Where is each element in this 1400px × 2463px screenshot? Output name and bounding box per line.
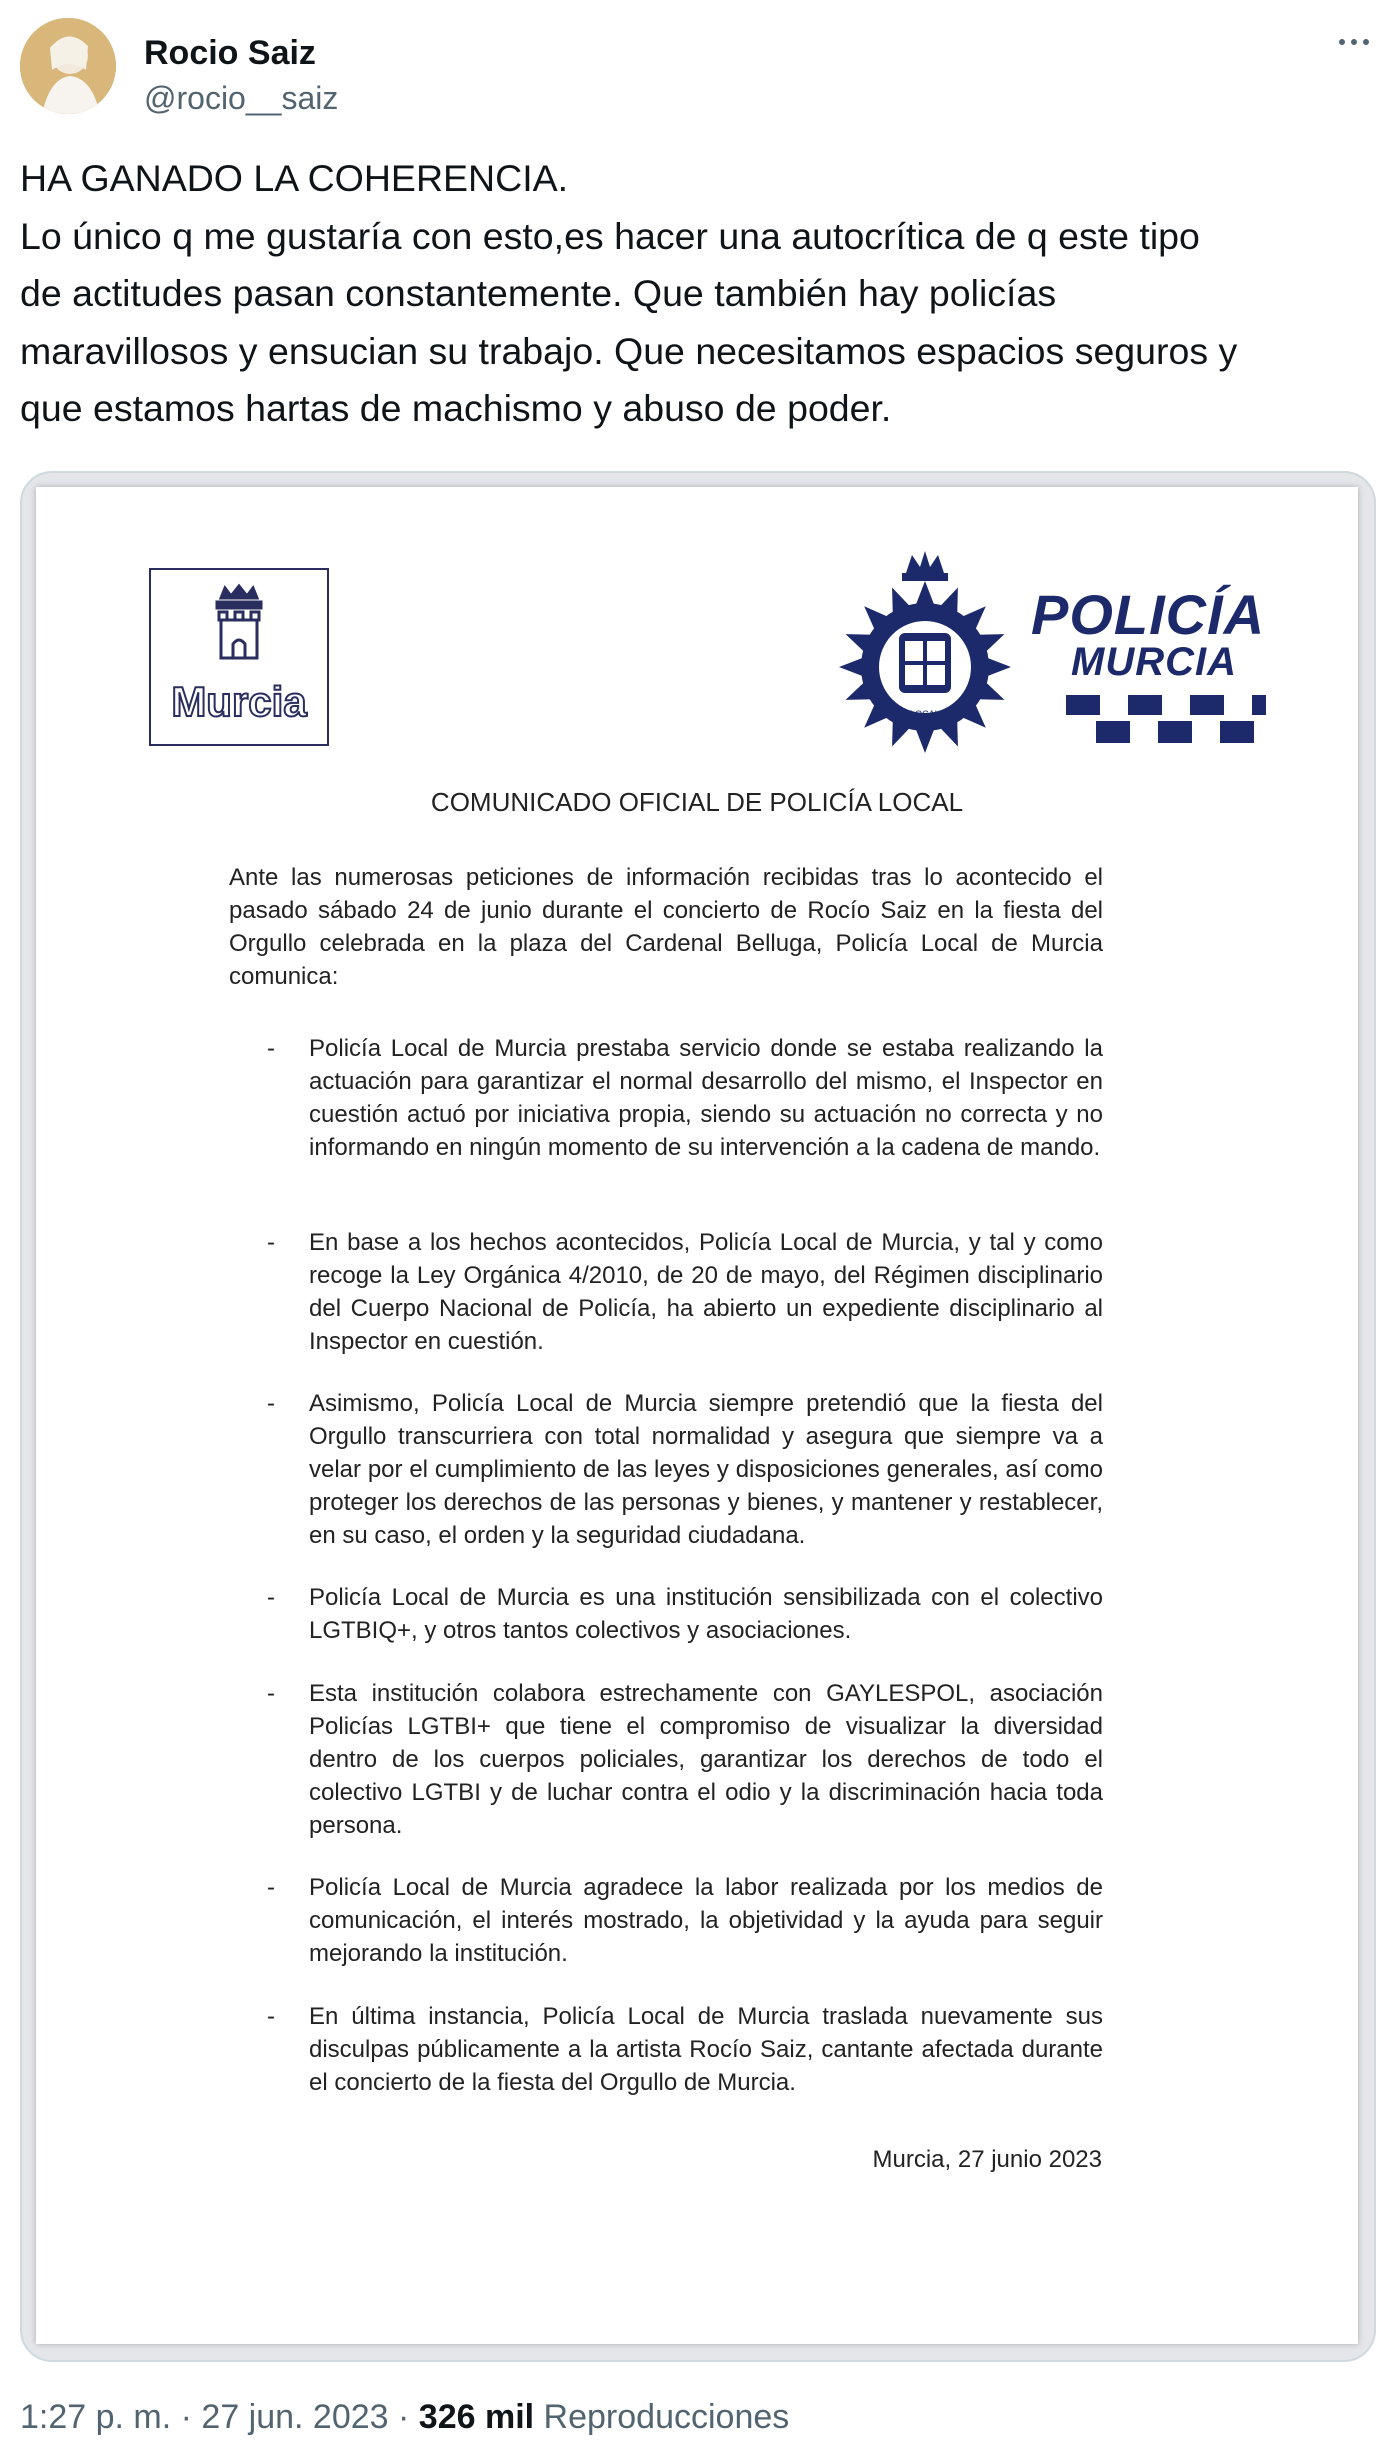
police-badge-icon (836, 549, 1014, 755)
police-badge-text: POLICIA LOCAL MURCIA (872, 709, 978, 719)
police-logo-subtitle: MURCIA (1071, 640, 1237, 684)
tweet-footer (20, 2398, 789, 2437)
bullet-text: Policía Local de Murcia es una institución sensibilizada con el colectivo LGTBIQ+, y otros tantos colectivos y asociaciones. (309, 1584, 1103, 1644)
police-logo-title: POLICÍA (1031, 583, 1266, 646)
tweet-line: Lo único q me gustaría con esto,es hacer una autocrítica de q este tipo (20, 214, 1200, 257)
official-statement-document (36, 487, 1358, 2344)
bullet-dash: - (267, 1035, 275, 1062)
bullet-text: Policía Local de Murcia prestaba servicio donde se estaba realizando la actuación para garantizar el normal desarrollo del mismo, el Inspector en cuestión actuó por iniciativa propia, siendo su actuación no correcta y no informando en ningún momento de su intervención a la cadena de mando. (309, 1035, 1103, 1161)
tweet-line: HA GANADO LA COHERENCIA. (20, 157, 569, 199)
document-date: Murcia, 27 junio 2023 (872, 2146, 1102, 2173)
views-label: Reproducciones (534, 2398, 790, 2436)
bullet-dash: - (267, 1229, 275, 1256)
murcia-logo-text: Murcia (171, 678, 307, 725)
tweet-text (20, 150, 1390, 438)
bullet-dash: - (267, 1680, 275, 1707)
bullet-dash: - (267, 1874, 275, 1901)
murcia-city-logo (149, 568, 329, 746)
bullet-dash: - (267, 1390, 275, 1417)
tweet-line: de actitudes pasan constantemente. Que también hay policías (20, 272, 1057, 314)
document-title: COMUNICADO OFICIAL DE POLICÍA LOCAL (430, 787, 964, 817)
police-checker-pattern (1066, 695, 1266, 755)
tweet-media-image[interactable] (20, 471, 1376, 2362)
document-intro: Ante las numerosas peticiones de información recibidas tras lo acontecido el pasado sábado 24 de junio durante el concierto de Rocío Saiz en la fiesta del Orgullo celebrada en la plaza del Cardenal Belluga, Policía Local de Murcia comunica: (229, 864, 1103, 990)
bullet-text: Asimismo, Policía Local de Murcia siempre pretendió que la fiesta del Orgullo transcurriera con total normalidad y asegura que siempre va a velar por el cumplimiento de las leyes y disposiciones generales, así como proteger los derechos de las personas y bienes, y mantener y restablecer, en su caso, el orden y la seguridad ciudadana. (309, 1390, 1103, 1549)
more-options-icon[interactable] (1336, 32, 1376, 60)
avatar[interactable] (20, 18, 116, 114)
bullet-dash: - (267, 1584, 275, 1611)
tweet-header (20, 18, 1380, 118)
bullet-text: En base a los hechos acontecidos, Policía Local de Murcia, y tal y como recoge la Ley Orgánica 4/2010, de 20 de mayo, del Régimen disciplinario del Cuerpo Nacional de Policía, ha abierto un expediente disciplinario al Inspector en cuestión. (309, 1229, 1103, 1355)
views-count: 326 mil (418, 2398, 535, 2436)
tweet-line: maravillosos y ensucian su trabajo. Que necesitamos espacios seguros y (20, 329, 1238, 372)
bullet-text: Esta institución colabora estrechamente con GAYLESPOL, asociación Policías LGTBI+ que tiene el compromiso de visualizar la diversidad dentro de los cuerpos policiales, garantizar los derechos de todo el colectivo LGTBI y de luchar contra el odio y la discriminación hacia toda persona. (309, 1680, 1103, 1839)
bullet-text: En última instancia, Policía Local de Murcia traslada nuevamente sus disculpas públicamente a la artista Rocío Saiz, cantante afectada durante el concierto de la fiesta del Orgullo de Murcia. (309, 2003, 1103, 2096)
author-handle[interactable]: @rocio__saiz (144, 80, 339, 116)
bullet-dash: - (267, 2003, 275, 2030)
author-name[interactable]: Rocio Saiz (144, 34, 316, 72)
bullet-text: Policía Local de Murcia agradece la labor realizada por los medios de comunicación, el interés mostrado, la objetividad y la ayuda para seguir mejorando la institución. (309, 1874, 1103, 1967)
tweet-line: que estamos hartas de machismo y abuso de poder. (20, 387, 892, 429)
tweet-timestamp[interactable]: 1:27 p. m. · 27 jun. 2023 · (20, 2398, 419, 2436)
